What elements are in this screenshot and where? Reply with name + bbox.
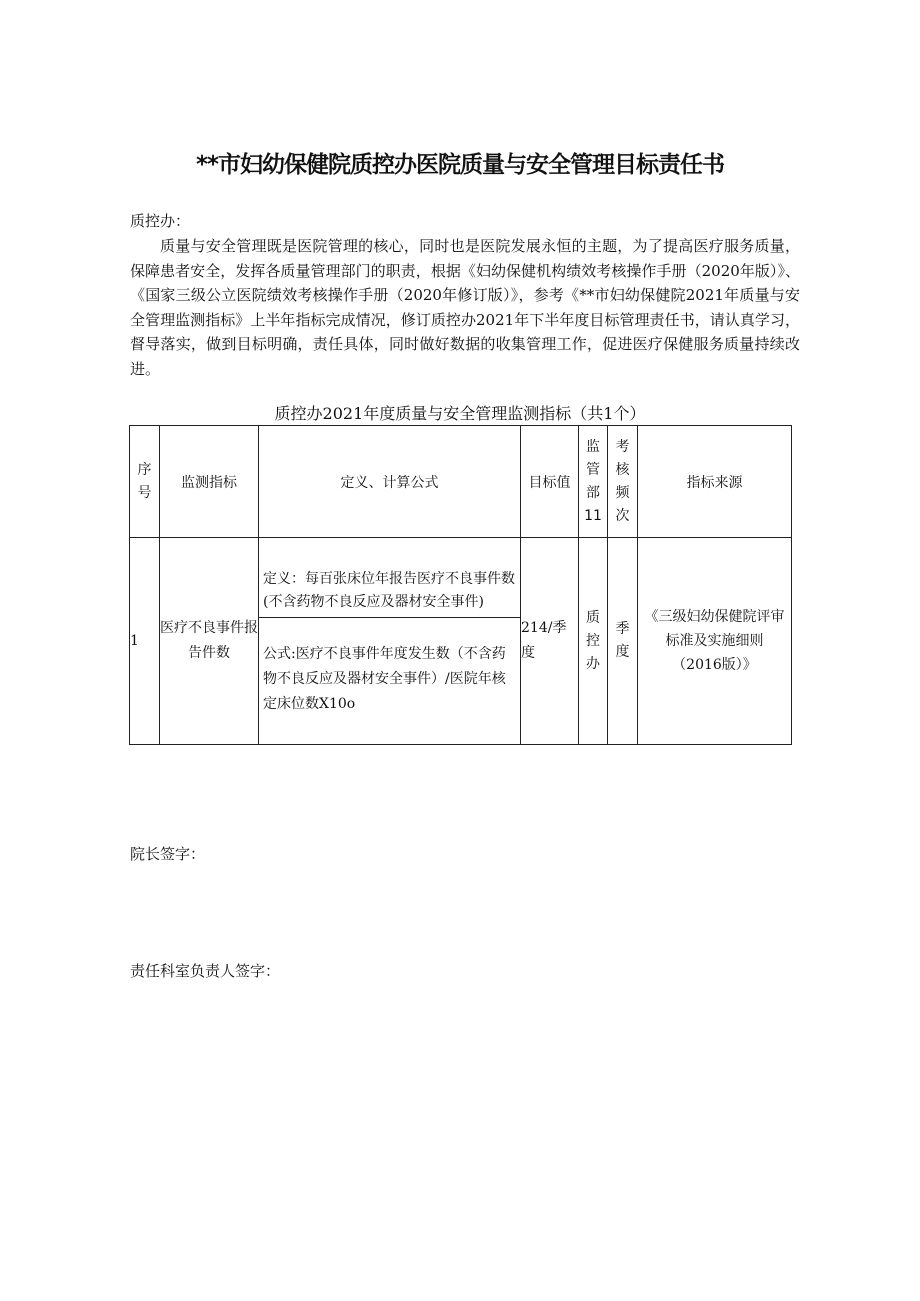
cell-definition: [259, 538, 521, 745]
header-frequency-char: 次: [615, 507, 630, 524]
header-frequency: [608, 426, 638, 538]
header-seq-char: 号: [137, 484, 152, 501]
cell-dept: [579, 538, 608, 745]
cell-seq: 1: [130, 538, 160, 745]
header-dept: [579, 426, 608, 538]
salutation: 质控办：: [130, 212, 191, 230]
director-signature-label: 院长签字：: [130, 845, 206, 863]
formula-text: 公式:医疗不良事件年度发生数（不含药物不良反应及器材安全事件）/医院年核定床位数X10o: [263, 646, 506, 712]
cell-frequency: [608, 538, 638, 745]
header-frequency-char: 频: [615, 484, 630, 501]
header-definition: 定义、计算公式: [259, 426, 521, 538]
frequency-char: 度: [615, 644, 630, 660]
table-row: [130, 538, 792, 745]
header-dept-char: 监: [586, 438, 600, 455]
definition-text: 定义：每百张床位年报告医疗不良事件数(不含药物不良反应及器材安全事件): [259, 538, 520, 618]
header-seq: [130, 426, 160, 538]
cell-target: 214/季度: [521, 538, 579, 745]
header-indicator: 监测指标: [160, 426, 259, 538]
header-dept-char: 管: [586, 461, 600, 478]
header-dept-char: 部: [586, 484, 600, 501]
header-frequency-char: 考: [615, 438, 630, 455]
header-source: 指标来源: [638, 426, 792, 538]
dept-head-signature-label: 责任科室负责人签字：: [130, 962, 281, 980]
header-target: 目标值: [521, 426, 579, 538]
cell-source: 《三级妇幼保健院评审标准及实施细则（2016版）》: [638, 538, 792, 745]
header-seq-char: 序: [137, 461, 152, 478]
header-dept-char: 11: [584, 507, 602, 524]
table-header-row: [130, 426, 792, 538]
dept-char: 办: [586, 655, 600, 672]
document-title: **市妇幼保健院质控办医院质量与安全管理目标责任书: [195, 152, 725, 178]
dept-char: 质: [586, 609, 600, 626]
header-frequency-char: 核: [615, 461, 630, 478]
dept-char: 控: [586, 632, 600, 649]
frequency-char: 季: [615, 621, 630, 637]
table-caption: 质控办2021年度质量与安全管理监测指标（共1个）: [274, 404, 646, 423]
indicator-table: [129, 425, 792, 745]
cell-indicator: 医疗不良事件报告件数: [160, 538, 259, 745]
body-paragraph: 质量与安全管理既是医院管理的核心，同时也是医院发展永恒的主题，为了提高医疗服务质量，保障患者安全，发挥各质量管理部门的职责，根据《妇幼保健机构绩效考核操作手册（2020年版）》、《国家三级公立医院绩效考核操作手册（2020年修订版）》，参考《**市妇幼保健院2021年质量与安全管理监测指标》上半年指标完成情况，修订质控办2021年下半年度目标管理责任书，请认真学习，督导落实，做到目标明确，责任具体，同时做好数据的收集管理工作，促进医疗保健服务质量持续改进。: [130, 237, 800, 378]
